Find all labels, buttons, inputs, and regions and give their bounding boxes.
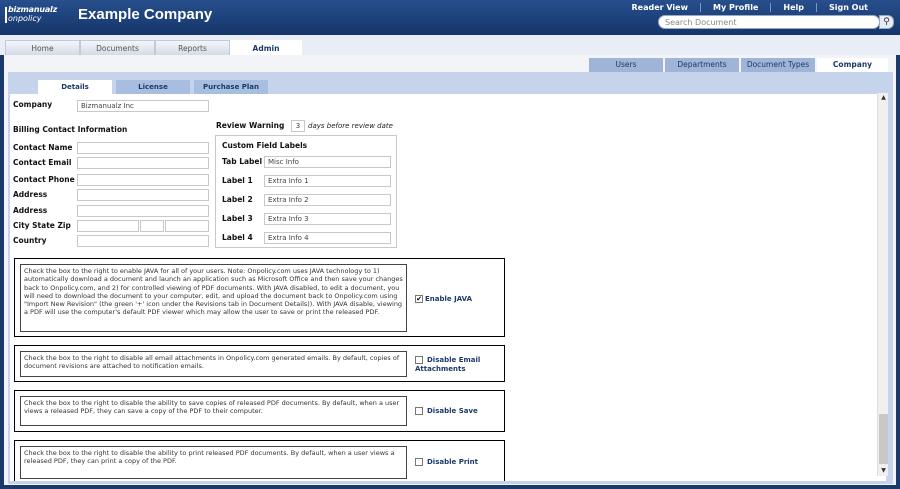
label1-field[interactable]: Extra Info 1 xyxy=(264,175,391,187)
app-header xyxy=(0,0,900,35)
save-option-box xyxy=(14,390,505,432)
billing-heading: Billing Contact Information xyxy=(13,125,128,134)
magnifier-icon: ⚲ xyxy=(883,17,890,27)
scroll-down-arrow-icon[interactable]: ▼ xyxy=(881,467,886,474)
tab-documents[interactable]: Documents xyxy=(80,40,155,55)
top-links xyxy=(620,3,880,12)
tab-label-field[interactable]: Misc Info xyxy=(264,156,391,168)
email-option-text: Check the box to the right to disable all email attachments in Onpolicy.com generated emails. By default, copies of document revisions are attached to notification emails. xyxy=(20,351,407,377)
zip-field[interactable] xyxy=(165,220,209,232)
search-button[interactable] xyxy=(879,15,894,29)
city-field[interactable] xyxy=(77,220,139,232)
custom-field-labels-group xyxy=(215,135,397,248)
company-label: Company xyxy=(13,100,53,109)
tab-label-label: Tab Label xyxy=(222,157,263,166)
content-area xyxy=(4,55,896,485)
details-form xyxy=(10,94,886,481)
help-link[interactable]: Help xyxy=(770,3,816,12)
logo-text-bottom: onpolicy xyxy=(8,14,42,23)
java-option-box xyxy=(14,258,505,337)
disable-print-label: Disable Print xyxy=(427,458,479,466)
company-field[interactable]: Bizmanualz Inc xyxy=(77,100,209,112)
review-warning-label: Review Warning xyxy=(216,121,285,130)
reader-view-link[interactable]: Reader View xyxy=(631,3,688,12)
email-option-box xyxy=(14,345,505,382)
label4-label: Label 4 xyxy=(222,233,253,242)
admin-subnav xyxy=(4,55,896,72)
contact-phone-label: Contact Phone xyxy=(13,175,75,184)
tab-purchase-plan[interactable]: Purchase Plan xyxy=(194,80,268,94)
address2-label: Address xyxy=(13,206,48,215)
review-warning-field[interactable]: 3 xyxy=(291,120,305,132)
subtab-departments[interactable]: Departments xyxy=(665,58,741,72)
my-profile-link[interactable]: My Profile xyxy=(700,3,770,12)
contact-phone-field[interactable] xyxy=(77,174,209,186)
java-option-text: Check the box to the right to enable JAVA for all of your users. Note: Onpolicy.com uses JAVA technology to 1) automatically download a document and launch an application such as Microsoft Office and then save your changes back to Onpolicy.com, and 2) for controlled viewing of PDF documents. With JAVA disabled, to edit a document, you will need to download the document to your computer, edit, and upload the document back to Onpolicy.com using "Import New Revision" (the green '+' icon under the Revisions tab in Document Details)). With JAVA disable, viewing a PDF will use the computer's default PDF viewer which may allow the user to save or print the released PDF. xyxy=(20,264,407,332)
subtab-company[interactable]: Company xyxy=(817,58,890,72)
scrollbar-thumb[interactable] xyxy=(879,414,888,464)
label2-field[interactable]: Extra Info 2 xyxy=(264,194,391,206)
tab-reports[interactable]: Reports xyxy=(155,40,230,55)
main-nav xyxy=(0,35,900,55)
disable-save-checkbox[interactable] xyxy=(415,407,423,415)
bizmanualz-logo[interactable] xyxy=(5,3,67,31)
label1-label: Label 1 xyxy=(222,176,253,185)
label4-field[interactable]: Extra Info 4 xyxy=(264,232,391,244)
disable-save-label: Disable Save xyxy=(427,407,478,415)
city-state-zip-label: City State Zip xyxy=(13,221,71,230)
address1-field[interactable] xyxy=(77,189,209,201)
logo-mark xyxy=(5,7,9,23)
tab-home[interactable]: Home xyxy=(5,40,80,55)
enable-java-label: Enable JAVA xyxy=(425,295,472,303)
page-title: Example Company xyxy=(78,6,213,23)
label3-field[interactable]: Extra Info 3 xyxy=(264,213,391,225)
company-panel xyxy=(8,72,893,484)
custom-labels-heading: Custom Field Labels xyxy=(222,141,308,150)
vertical-scrollbar[interactable] xyxy=(877,93,888,476)
contact-name-field[interactable] xyxy=(77,142,209,154)
disable-print-checkbox[interactable] xyxy=(415,458,423,466)
contact-name-label: Contact Name xyxy=(13,143,73,152)
address1-label: Address xyxy=(13,190,48,199)
tab-license[interactable]: License xyxy=(116,80,190,94)
print-option-box xyxy=(14,440,505,481)
label2-label: Label 2 xyxy=(222,195,253,204)
tab-details[interactable]: Details xyxy=(38,80,112,94)
logo-text-top: bizmanualz xyxy=(8,5,58,14)
contact-email-field[interactable] xyxy=(77,157,209,169)
state-field[interactable] xyxy=(140,220,164,232)
print-option-text: Check the box to the right to disable the ability to print released PDF documents. By default, when a user views a released PDF, they can print a copy of the PDF. xyxy=(20,446,407,479)
scroll-up-arrow-icon[interactable]: ▲ xyxy=(881,94,886,101)
label3-label: Label 3 xyxy=(222,214,253,223)
contact-email-label: Contact Email xyxy=(13,158,72,167)
sign-out-link[interactable]: Sign Out xyxy=(816,3,880,12)
country-label: Country xyxy=(13,236,47,245)
tab-admin[interactable]: Admin xyxy=(230,40,302,55)
save-option-text: Check the box to the right to disable the ability to save copies of released PDF documents. By default, when a user views a released PDF, they can save a copy of the PDF to their computer. xyxy=(20,396,407,426)
subtab-users[interactable]: Users xyxy=(589,58,665,72)
subtab-document-types[interactable]: Document Types xyxy=(741,58,817,72)
search-input[interactable]: Search Document xyxy=(658,15,880,29)
enable-java-checkbox[interactable]: ✔ xyxy=(416,295,422,303)
disable-email-label: Disable Email Attachments xyxy=(415,356,481,373)
country-field[interactable] xyxy=(77,235,209,247)
address2-field[interactable] xyxy=(77,205,209,217)
review-warning-note: days before review date xyxy=(308,122,393,130)
